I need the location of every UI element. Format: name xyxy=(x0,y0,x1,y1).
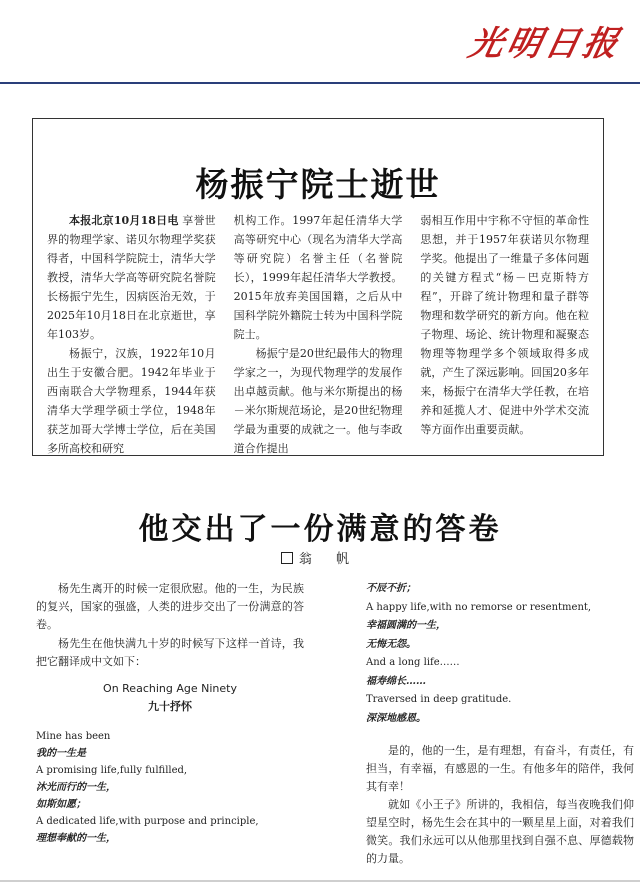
news-box xyxy=(32,118,604,456)
poem-title-en: On Reaching Age Ninety xyxy=(103,682,237,695)
square-bullet-icon xyxy=(281,552,293,564)
essay-para3: 是的，他的一生，是有理想，有奋斗，有责任，有担当，有幸福，有感恩的一生。有他多年的陪伴，我何其有幸！ xyxy=(366,744,634,793)
essay-right-column xyxy=(366,580,634,868)
essay-para2: 杨先生在他快满九十岁的时候写下这样一首诗，我把它翻译成中文如下： xyxy=(36,637,304,668)
poem-title-cn: 九十抒怀 xyxy=(148,700,192,713)
news-headline: 杨振宁院士逝世 xyxy=(195,165,441,204)
news-col3-para1: 弱相互作用中宇称不守恒的革命性思想，并于1957年获诺贝尔物理学奖。他提出了一维量子多体问题的关键方程式“杨－巴克斯特方程”，开辟了统计物理和量子群等物理和数学研究的新方向。他在粒子物理、场论、统计物理和凝聚态物理等物理学多个领域取得多成就，产生了深远影响。回国20多年来，杨振宁在清华大学任教，在培养和延揽人才、促进中外学术交流等方面作出重要贡献。 xyxy=(420,214,590,436)
essay-para4: 就如《小王子》所讲的，我相信，每当夜晚我们仰望星空时，杨先生会在其中的一颗星星上面，对着我们微笑。我们永远可以从他那里找到自强不息、厚德载物的力量。 xyxy=(366,798,634,865)
poem-line: 福寿绵长…… xyxy=(366,675,426,687)
poem-right-lines xyxy=(366,580,634,728)
poem-line: And a long life…… xyxy=(366,657,460,668)
dateline: 本报北京10月18日电 xyxy=(69,214,179,227)
essay-para1: 杨先生离开的时候一定很欣慰。他的一生，为民族的复兴，国家的强盛，人类的进步交出了一份满意的答卷。 xyxy=(36,582,304,631)
poem-left-lines xyxy=(36,728,304,847)
news-col1-para2: 杨振宁，汉族，1922年10月出生于安徽合肥。1942年毕业于西南联合大学物理系，1944年获清华大学理学硕士学位，1948年获芝加哥大学博士学位，后在美国多所高校和研究 xyxy=(47,347,216,455)
poem-line: 幸福圆满的一生， xyxy=(366,620,446,631)
poem-line: 不辰不折； xyxy=(366,583,416,594)
news-column-1 xyxy=(47,211,216,458)
author-name: 翁 帆 xyxy=(298,552,360,567)
essay-byline xyxy=(0,548,640,567)
poem-line: 深深地感恩。 xyxy=(366,712,426,724)
poem-line: 理想奉献的一生， xyxy=(36,833,116,844)
poem-line: A happy life,with no remorse or resentment, xyxy=(366,601,592,613)
news-column-2 xyxy=(234,211,403,458)
poem-line: Traversed in deep gratitude. xyxy=(366,694,512,705)
news-col1-para1: 享誉世界的物理学家、诺贝尔物理学奖获得者，中国科学院院士，清华大学教授，清华大学高等研究院名誉院长杨振宁先生，因病医治无效，于2025年10月18日在北京逝世，享年103岁。 xyxy=(47,214,216,341)
poem-line: 无悔无怨。 xyxy=(366,638,416,650)
news-column-3 xyxy=(420,211,589,458)
essay-left-column xyxy=(36,580,304,847)
news-columns xyxy=(47,211,589,458)
poem-line: 如斯如愿； xyxy=(36,799,86,810)
poem-line: A dedicated life,with purpose and principle, xyxy=(36,816,259,827)
newspaper-logo: 光明日报 xyxy=(465,24,626,64)
bottom-rule xyxy=(0,880,640,882)
masthead-rule xyxy=(0,82,640,84)
poem-line: 沐光而行的一生， xyxy=(36,782,116,793)
poem-line: A promising life,fully fulfilled, xyxy=(36,765,188,776)
news-col2-para2: 杨振宁是20世纪最伟大的物理学家之一，为现代物理学的发展作出卓越贡献。他与米尔斯提出的杨－米尔斯规范场论，是20世纪物理学最为重要的成就之一。他与李政道合作提出 xyxy=(233,347,403,455)
essay-headline: 他交出了一份满意的答卷 xyxy=(138,512,502,547)
poem-line: Mine has been xyxy=(36,731,111,742)
news-col2-para1: 机构工作。1997年起任清华大学高等研究中心（现名为清华大学高等研究院）名誉主任（名誉院长），1999年起任清华大学教授。2015年放弃美国国籍，之后从中国科学院外籍院士转为中国科学院院士。 xyxy=(233,214,403,341)
poem-line: 我的一生是 xyxy=(36,748,86,759)
